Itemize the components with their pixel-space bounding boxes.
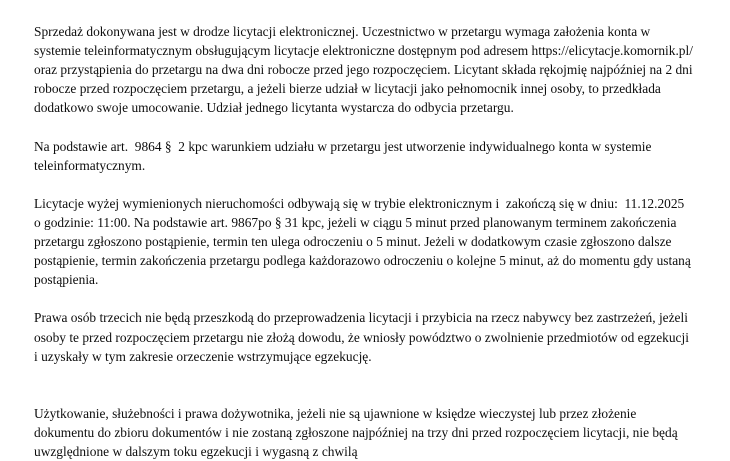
paragraph-usufruct-easements: Użytkowanie, służebności i prawa dożywotnika, jeżeli nie są ujawnione w księdze wieczystej lub przez złożenie dokumentu do zbioru dokumentów i nie zostaną zgłoszone najpóźniej na trzy dni przed rozpoczęciem licytacji, nie będą uwzględnione w dalszym toku egzekucji i wygasną z chwilą bbox=[34, 405, 681, 460]
paragraph-third-party-rights: Prawa osób trzecich nie będą przeszkodą do przeprowadzenia licytacji i przybicia na rzecz nabywcy bez zastrzeżeń, jeżeli osoby te przed rozpoczęciem przetargu nie złożą dowodu, że wniosły powództwo o zwolnienie przedmiotów od egzekucji i uzyskały w tym zakresie orzeczenie wstrzymujące egzekucję. bbox=[34, 310, 693, 364]
document-text-body bbox=[34, 22, 700, 461]
paragraph-sale-electronic-auction: Sprzedaż dokonywana jest w drodze licytacji elektronicznej. Uczestnictwo w przetargu wymaga założenia konta w systemie teleinformatycznym obsługującym licytacje elektroniczne dostępnym pod adresem https://elicytacje.komornik.pl/ oraz przystąpienia do przetargu na dwa dni robocze przed jego rozpoczęciem. Licytant składa rękojmię najpóźniej na 2 dni robocze przed rozpoczęciem przetargu, a jeżeli bierze udział w licytacji jako pełnomocnik innej osoby, to przedkłada dodatkowo swoje umocowanie. Udział jednego licytanta wystarcza do odbycia przetargu. bbox=[34, 24, 700, 116]
paragraph-auction-date-time: Licytacje wyżej wymienionych nieruchomości odbywają się w trybie elektronicznym i zakończą się w dniu: 11.12.2025 o godzinie: 11:00. Na podstawie art. 9867po § 31 kpc, jeżeli w ciągu 5 minut przed planowanym terminem zakończenia przetargu zgłoszono postąpienie, termin ten ulega odroczeniu o 5 minut. Jeżeli w dodatkowym czasie zgłoszono dalsze postąpienie, termin zakończenia przetargu podlega każdorazowo odroczeniu o kolejne 5 minut, aż do momentu gdy ustaną postąpienia. bbox=[34, 195, 695, 288]
paragraph-art-9864-account: Na podstawie art. 9864 § 2 kpc warunkiem udziału w przetargu jest utworzenie indywidualnego konta w systemie teleinformatycznym. bbox=[34, 138, 655, 173]
